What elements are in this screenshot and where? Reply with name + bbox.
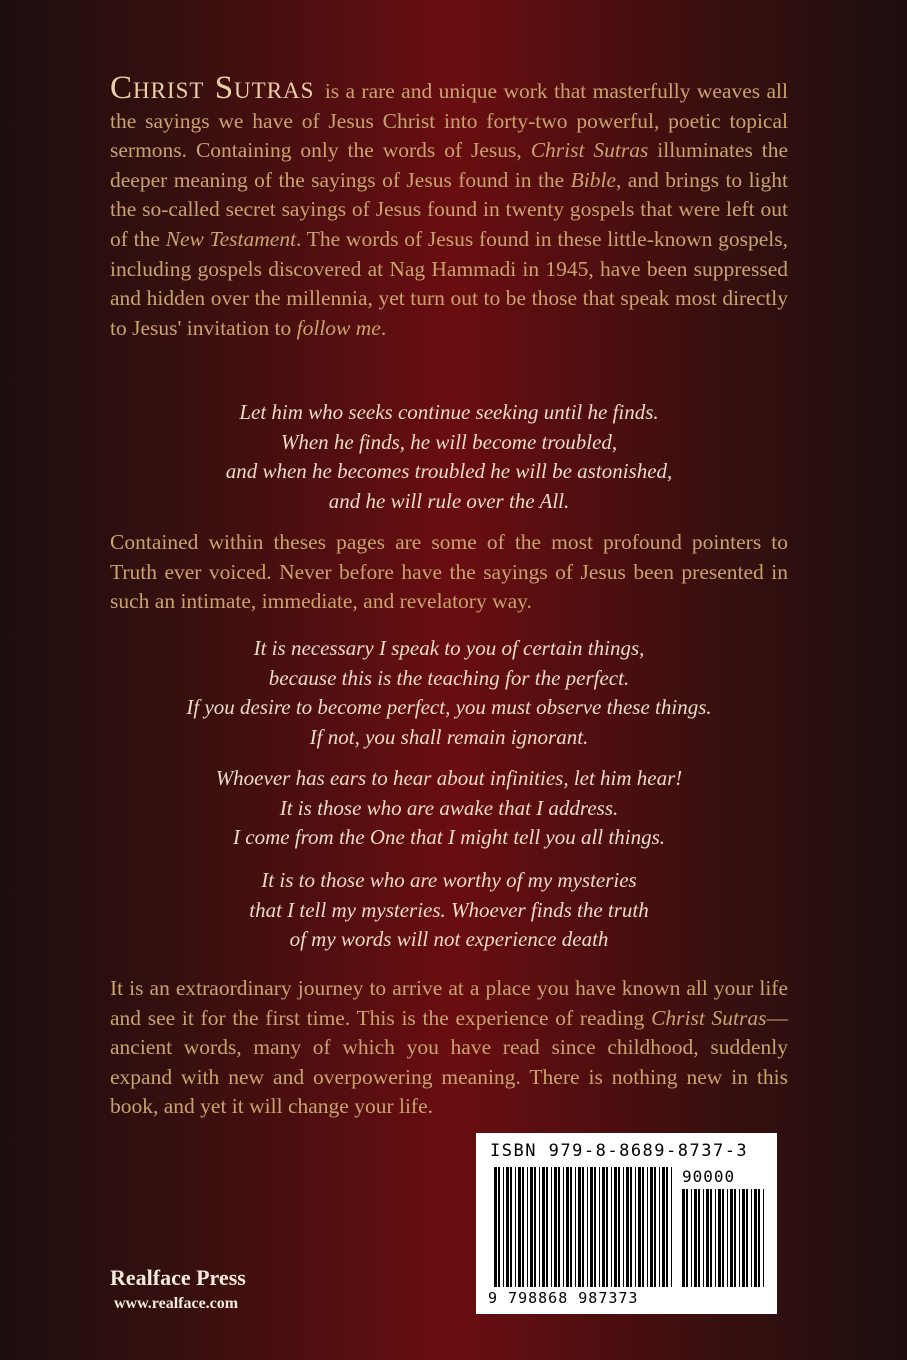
quote-line: If you desire to become perfect, you must observe these things. [186, 695, 712, 720]
barcode-bar [602, 1167, 605, 1287]
barcode-bar [727, 1189, 728, 1287]
quote-line: that I tell my mysteries. Whoever finds the truth [249, 897, 649, 922]
quote-line: I come from the One that I might tell you all things. [233, 825, 665, 850]
barcode-bar [642, 1167, 644, 1287]
barcode-bar [506, 1167, 509, 1287]
para3-text-1: It is an extraordinary journey to arrive at a place you have known all your life and see it for the first time. This is the experience of reading [110, 976, 788, 1030]
book-title-italic: Christ Sutras [530, 138, 649, 163]
paragraph-2: Contained within theses pages are some of the most profound pointers to Truth ever voiced. Never before have the sayings of Jesus been presented in such an intimate, immediate, and revelatory way. [110, 530, 788, 614]
publisher-name: Realface Press [110, 1265, 246, 1290]
barcode-bar [751, 1189, 752, 1287]
barcode-bar [710, 1189, 712, 1287]
barcode-bar [638, 1167, 641, 1287]
price-barcode-bars [682, 1189, 766, 1287]
book-title: Christ Sutras [110, 70, 315, 106]
barcode-bar [575, 1167, 576, 1287]
ean-barcode-bars [494, 1167, 674, 1287]
barcode-bar [566, 1167, 569, 1287]
barcode-bar [694, 1189, 697, 1287]
intro-text-4: . The words of Jesus found in these little-known gospels, including gospels discovered at Nag Hammadi in 1945, have been suppressed and hidden over the millennia, yet turn out to be those that speak most directly to Jesus' invitation to [110, 226, 788, 340]
barcode-bar [551, 1167, 552, 1287]
barcode-bar [542, 1167, 545, 1287]
barcode-bar [623, 1167, 624, 1287]
barcode-bar [659, 1167, 660, 1287]
quote-line: and when he becomes troubled he will be astonished, [225, 459, 673, 484]
barcode-bar [630, 1167, 632, 1287]
barcode-bar [518, 1167, 521, 1287]
barcode-bar [758, 1189, 760, 1287]
barcode-bar [503, 1167, 504, 1287]
barcode-bar [722, 1189, 724, 1287]
barcode-bar [715, 1189, 716, 1287]
barcode-bar [527, 1167, 528, 1287]
new-testament-word: New Testament [165, 226, 297, 251]
barcode-bar [590, 1167, 593, 1287]
barcode-bar [554, 1167, 557, 1287]
barcode-bar [534, 1167, 536, 1287]
price-code: 90000 [682, 1167, 736, 1186]
barcode-bar [730, 1189, 733, 1287]
quote-2 [110, 634, 788, 752]
para3-text-2: —ancient words, many of which you have read since childhood, suddenly expand with new and overpowering meaning. There is nothing new in this book, and yet it will change your life. [110, 1005, 788, 1119]
barcode-bar [746, 1189, 748, 1287]
barcode-bar [594, 1167, 596, 1287]
paragraph-3 [110, 974, 788, 1122]
quote-line: It is those who are awake that I address. [279, 795, 619, 820]
barcode-bar [606, 1167, 608, 1287]
quote-line: It is to those who are worthy of my mysteries [261, 868, 637, 892]
quote-4 [110, 866, 788, 955]
intro-text-2: illuminates the deeper meaning of the sayings of Jesus found in the [110, 138, 789, 192]
barcode-bar [510, 1167, 512, 1287]
barcode-bar [691, 1189, 692, 1287]
barcode-bar [650, 1167, 653, 1287]
barcode-bar [626, 1167, 629, 1287]
barcode-bar [671, 1167, 672, 1287]
barcode-bar [611, 1167, 612, 1287]
barcode-bar [686, 1189, 688, 1287]
barcode-bar [515, 1167, 516, 1287]
isbn-barcode [476, 1133, 777, 1314]
barcode-bar [563, 1167, 564, 1287]
quote-line: Whoever has ears to hear about infinities, let him hear! [215, 766, 683, 790]
quote-line: of my words will not experience death [289, 927, 609, 952]
barcode-bar [682, 1189, 685, 1287]
barcode-bar [618, 1167, 620, 1287]
isbn-number: ISBN 979-8-8689-8737-3 [490, 1141, 749, 1161]
barcode-bar [654, 1167, 656, 1287]
barcode-bar [530, 1167, 533, 1287]
quote-line: When he finds, he will become troubled, [280, 429, 618, 454]
quote-line: because this is the teaching for the perfect. [268, 665, 630, 690]
barcode-bar [587, 1167, 588, 1287]
quote-1 [110, 398, 788, 516]
barcode-bar [599, 1167, 600, 1287]
barcode-bar [539, 1167, 540, 1287]
barcode-bar [706, 1189, 709, 1287]
barcode-bar [558, 1167, 560, 1287]
follow-me-phrase: follow me [296, 315, 381, 340]
barcode-bar [742, 1189, 745, 1287]
intro-text-1: is a rare and unique work that masterfully weaves all the sayings we have of Jesus Christ into forty-two powerful, poetic topical sermons. Containing only the words of Jesus, [110, 79, 788, 163]
quote-line: It is necessary I speak to you of certain things, [253, 636, 645, 660]
intro-text-3: , and brings to light the so-called secret sayings of Jesus found in twenty gospels that were left out of the [110, 167, 789, 251]
quote-3 [110, 764, 788, 853]
barcode-bar [698, 1189, 700, 1287]
intro-text-5: . [380, 315, 387, 340]
barcode-bar [739, 1189, 740, 1287]
barcode-bar [635, 1167, 636, 1287]
intro-paragraph [110, 70, 789, 343]
barcode-bar [494, 1167, 497, 1287]
bible-word: Bible [570, 167, 617, 192]
barcode-bar [647, 1167, 648, 1287]
quote-line: and he will rule over the All. [328, 488, 570, 513]
barcode-bar [734, 1189, 736, 1287]
barcode-bar [763, 1189, 764, 1287]
barcode-bar [754, 1189, 757, 1287]
barcode-bar [662, 1167, 665, 1287]
barcode-bar [718, 1189, 721, 1287]
barcode-bar [546, 1167, 548, 1287]
barcode-bar [703, 1189, 704, 1287]
barcode-bar [570, 1167, 572, 1287]
book-title-italic: Christ Sutras [651, 1005, 767, 1030]
barcode-bar [578, 1167, 581, 1287]
barcode-bar [666, 1167, 668, 1287]
quote-line: Let him who seeks continue seeking until he finds. [239, 400, 659, 424]
publisher-website: www.realface.com [114, 1295, 239, 1312]
barcode-bar [498, 1167, 500, 1287]
ean-digits: 9 798868 987373 [488, 1289, 639, 1307]
barcode-bar [582, 1167, 584, 1287]
barcode-bar [614, 1167, 617, 1287]
barcode-bar [522, 1167, 524, 1287]
quote-line: If not, you shall remain ignorant. [309, 724, 589, 749]
